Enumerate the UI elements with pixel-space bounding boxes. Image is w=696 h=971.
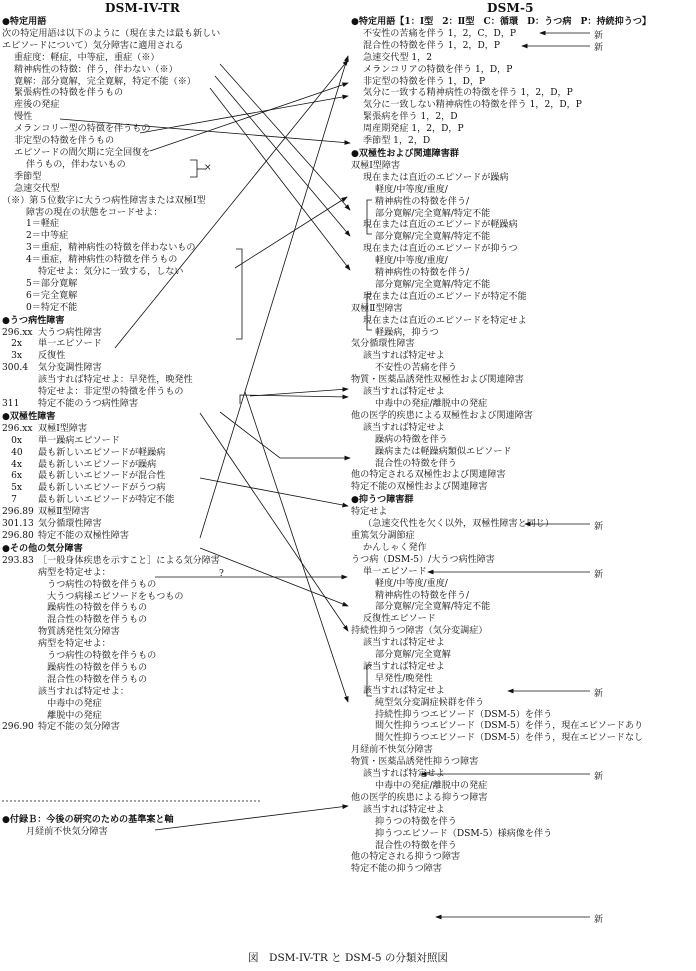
item-text: 非定型の特徴を伴うもの: [14, 136, 115, 147]
item-text: ●抑うつ障害群: [351, 494, 414, 506]
item-text: ［一般身体疾患を示すこと］による気分障害: [38, 555, 220, 566]
item-text: 双極Ⅱ型障害: [351, 303, 403, 314]
item-text: 特定不能の双極性障害: [38, 530, 129, 541]
item-text: かんしゃく発作: [363, 542, 427, 553]
diagnostic-code: 7: [2, 495, 17, 506]
item-text: 最も新しいエピソードが軽躁病: [38, 447, 166, 458]
mapping-arrow: [220, 64, 350, 210]
mapping-arrow: [250, 389, 348, 396]
item-text: 持続性抑うつエピソード（DSM-5）を伴う: [375, 709, 553, 720]
item-text: 重症度：軽症，中等症，重症（※）: [14, 52, 160, 63]
item-text: 気分に一致する精神病性の特徴を伴う 1，2，D，P: [363, 88, 573, 99]
diagnostic-code: 6x: [2, 471, 23, 482]
new-tag: 新: [594, 772, 604, 782]
diagnostic-code: 4x: [2, 459, 23, 470]
diagnostic-code: 300.4: [2, 363, 29, 374]
mapping-arrow: [240, 395, 348, 404]
item-text: 次の特定用語は以下のように（現在または最も新しい: [2, 28, 221, 39]
item-text: 現在または直近のエピソードが抑うつ: [363, 244, 518, 255]
item-text: 軽躁病，抑うつ: [375, 327, 439, 338]
item-text: 双極Ⅱ型障害: [38, 507, 90, 518]
item-text: 精神病性の特徴を伴う/: [375, 196, 470, 207]
item-text: 該当すれば特定せよ: [363, 769, 445, 780]
item-text: 混合性の特徴を伴う: [375, 458, 457, 469]
item-text: 最も新しいエピソードがうつ病: [38, 483, 166, 494]
item-text: ●その他の気分障害: [2, 542, 83, 554]
new-tag: 新: [594, 689, 604, 699]
item-text: 躁病の特徴を伴う: [375, 434, 448, 445]
item-text: 該当すれば特定せよ：早発性，晩発性: [38, 375, 193, 386]
mapping-arrow: [115, 60, 348, 348]
item-text: 部分寛解/完全寛解/特定不能: [375, 279, 491, 290]
item-text: 躁病性の特徴を伴うもの: [38, 603, 148, 614]
item-text: 病型を特定せよ：: [38, 639, 111, 650]
item-text: 混合性の特徴を伴うもの: [38, 615, 148, 626]
item-text: 抑うつエピソード（DSM-5）様病像を伴う: [375, 828, 553, 839]
diagnostic-code: 0x: [2, 435, 23, 446]
item-text: （急速交代性を欠く以外，双極性障害と同じ）: [363, 519, 554, 530]
item-text: うつ病性の特徴を伴うもの: [38, 651, 157, 662]
item-text: 3＝重症，精神病性の特徴を伴わないもの: [26, 243, 196, 254]
item-text: 産後の発症: [14, 100, 60, 111]
item-text: 該当すれば特定せよ: [363, 422, 445, 433]
item-text: 中毒中の発症: [38, 698, 102, 709]
diagnostic-code: 296.80: [2, 530, 34, 541]
new-tag: 新: [594, 915, 604, 925]
item-text: 特定せよ：非定型の特徴を伴うもの: [38, 387, 184, 398]
diagnostic-code: 3x: [2, 351, 23, 362]
new-tag: 新: [594, 31, 604, 41]
figure-caption: 図 DSM-IV-TR と DSM-5 の分類対照図: [248, 952, 448, 964]
item-text: 軽度/中等度/重度/: [375, 184, 448, 195]
item-text: 現在または直近のエピソードを特定せよ: [363, 315, 527, 326]
item-text: 特定せよ: [351, 507, 388, 518]
item-text: 重篤気分調節症: [351, 530, 415, 541]
item-text: 抑うつの特徴を伴う: [375, 816, 457, 827]
item-text: うつ病（DSM-5）/大うつ病性障害: [351, 554, 495, 565]
diagnostic-code: 40: [2, 447, 23, 458]
item-text: 物質・医薬品誘発性抑うつ障害: [351, 757, 479, 768]
mapping-arrow: [200, 56, 348, 538]
item-text: 現在または直近のエピソードが躁病: [363, 172, 509, 183]
item-text: エピソードの間欠期に完全回復を: [14, 147, 151, 158]
mapping-arrow: [210, 88, 350, 270]
item-text: 4＝重症，精神病性の特徴を伴うもの: [26, 255, 178, 266]
item-text: 純型気分変調症候群を伴う: [375, 697, 485, 708]
item-text: 中毒中の発症/離脱中の発症: [375, 781, 488, 791]
item-text: ●付録Ｂ：今後の研究のための基準案と軸: [2, 814, 174, 825]
item-text: 混合性の特徴を伴う: [375, 840, 457, 851]
item-text: うつ病性の特徴を伴うもの: [38, 579, 157, 590]
item-text: 他の医学的疾患による双極性および関連障害: [351, 410, 533, 421]
item-text: 緊張病性の特徴を伴うもの: [14, 88, 124, 99]
bracket: [367, 665, 372, 696]
item-text: 大うつ病様エピソードをもつもの: [38, 591, 184, 602]
item-text: 精神病性の特徴：伴う，伴わない（※）: [14, 64, 178, 75]
mapping-arrow: [200, 478, 348, 506]
question-mark: ?: [219, 569, 224, 579]
item-text: 特定不能の抑うつ障害: [351, 864, 442, 875]
mapping-arrow: [150, 83, 348, 151]
item-text: 0＝特定不能: [26, 302, 78, 313]
item-text: 躁病または軽躁病類似エピソード: [375, 446, 512, 457]
new-tag: 新: [594, 43, 604, 53]
mapping-arrow: [245, 392, 348, 702]
item-text: 軽度/中等度/重度/: [375, 256, 448, 267]
cross-mark: ×: [204, 163, 212, 173]
item-text: 部分寛解/完全寛解/特定不能: [375, 232, 491, 243]
new-tag: 新: [594, 522, 604, 532]
diagnostic-code: 293.83: [2, 555, 34, 566]
item-text: 不安性の苦痛を伴う 1，2，C，D，P: [363, 28, 517, 39]
diagnostic-code: 301.13: [2, 519, 34, 530]
bracket: [236, 249, 242, 339]
item-text: 精神病性の特徴を伴う/: [375, 590, 470, 601]
item-text: ●双極性障害: [2, 410, 56, 422]
item-text: ●特定用語: [2, 16, 47, 27]
item-text: 他の特定される双極性および関連障害: [351, 470, 506, 481]
item-text: 気分に一致しない精神病性の特徴を伴う 1，2，D，P: [363, 100, 582, 111]
dsm-5-header: DSM-5: [487, 1, 534, 15]
item-text: 躁病性の特徴を伴うもの: [38, 662, 148, 673]
item-text: 単一躁病エピソード: [38, 435, 120, 446]
item-text: 反復性エピソード: [363, 614, 436, 625]
diagnostic-code: 5x: [2, 483, 23, 494]
bracket: [190, 160, 197, 177]
item-text: 他の医学的疾患による抑うつ障害: [351, 792, 488, 803]
diagnostic-code: 296.89: [2, 507, 34, 518]
item-text: 寛解：部分寛解，完全寛解，特定不能（※）: [14, 76, 196, 87]
item-text: 季節型: [14, 171, 42, 182]
item-text: 混合性の特徴を伴う 1，2，D，P: [363, 40, 500, 51]
item-text: 双極Ⅰ型障害: [351, 160, 401, 171]
item-text: 急速交代型: [14, 183, 60, 194]
item-text: 伴うもの，伴わないもの: [26, 159, 126, 170]
dsm-iv-tr-header: DSM-IV-TR: [105, 1, 181, 15]
item-text: 緊張病を伴う 1，2，D: [363, 112, 458, 123]
item-text: 中毒中の発症/離脱中の発症: [375, 399, 488, 409]
item-text: （※）第５位数字に大うつ病性障害または双極Ⅰ型: [2, 195, 206, 206]
item-text: 気分循環性障害: [351, 339, 415, 350]
item-text: 該当すれば特定せよ: [363, 351, 445, 362]
item-text: 単一エピソード: [38, 339, 102, 350]
diagnostic-code: 296.90: [2, 722, 34, 733]
item-text: メランコリー型の特徴を伴うもの: [14, 124, 151, 135]
new-tag: 新: [594, 570, 604, 580]
mapping-arrow: [140, 96, 348, 133]
bracket: [367, 200, 372, 234]
item-text: 離脱中の発症: [38, 710, 102, 721]
item-text: 部分寛解/完全寛解: [375, 650, 451, 661]
item-text: 部分寛解/完全寛解/特定不能: [375, 602, 491, 613]
item-text: 特定不能の双極性および関連障害: [351, 482, 488, 493]
item-text: 早発性/晩発性: [375, 673, 433, 684]
item-text: 最も新しいエピソードが躁病: [38, 459, 157, 470]
item-text: 気分循環性障害: [38, 519, 102, 530]
diagnostic-code: 311: [2, 399, 20, 409]
item-text: 現在または直近のエピソードが軽躁病: [363, 220, 518, 231]
diagnostic-code: 296.xx: [2, 423, 33, 434]
mapping-arrow: [235, 197, 347, 268]
item-text: 物質誘発性気分障害: [38, 627, 120, 638]
item-text: 月経前不快気分障害: [351, 745, 433, 756]
item-text: 物質・医薬品誘発性双極性および関連障害: [351, 375, 524, 386]
item-text: 現在または直近のエピソードが特定不能: [363, 291, 527, 302]
mapping-arrow: [60, 119, 350, 143]
item-text: 混合性の特徴を伴うもの: [38, 674, 148, 685]
item-text: 急速交代型 1，2: [363, 52, 433, 63]
item-text: 間欠性抑うつエピソード（DSM-5）を伴う，現在エピソードあり: [375, 721, 644, 732]
item-text: 単一エピソード: [363, 566, 427, 577]
item-text: 最も新しいエピソードが特定不能: [38, 495, 175, 506]
mapping-arrow: [215, 76, 350, 236]
item-text: メランコリアの特徴を伴う 1，D，P: [363, 64, 513, 75]
item-text: 月経前不快気分障害: [26, 826, 108, 837]
item-text: 該当すれば特定せよ: [363, 685, 445, 696]
item-text: 該当すれば特定せよ: [363, 804, 445, 815]
item-text: ●うつ病性障害: [2, 314, 65, 326]
item-text: 季節型 1，2，D: [363, 136, 431, 147]
item-text: 特定せよ：気分に一致する，しない: [38, 267, 184, 278]
item-text: 周産期発症 1，2，D，P: [363, 124, 464, 135]
item-text: 双極Ⅰ型障害: [38, 423, 88, 434]
item-text: 特定不能のうつ病性障害: [38, 399, 139, 409]
diagnostic-code: 2x: [2, 339, 23, 350]
item-text: 不安性の苦痛を伴う: [375, 363, 457, 374]
item-text: 慢性: [14, 112, 33, 123]
item-text: 該当すれば特定せよ: [363, 638, 445, 649]
item-text: ●特定用語【1：Ⅰ型 2：Ⅱ型 C：循環 D：うつ病 P：持続抑うつ】: [351, 16, 652, 27]
item-text: 該当すれば特定せよ：: [38, 686, 129, 697]
item-text: 持続性抑うつ障害（気分変調症）: [351, 626, 488, 637]
item-text: 5＝部分寛解: [26, 278, 78, 289]
mapping-arrow: [200, 413, 348, 631]
item-text: 6＝完全寛解: [26, 290, 78, 301]
item-text: 反復性: [38, 351, 66, 362]
mapping-arrow: [155, 806, 348, 830]
item-text: 1＝軽症: [26, 219, 60, 230]
item-text: 大うつ病性障害: [38, 327, 102, 338]
item-text: 2＝中等症: [26, 231, 69, 242]
mapping-arrow: [220, 412, 350, 458]
item-text: 精神病性の特徴を伴う/: [375, 268, 470, 279]
item-text: 軽度/中等度/重度/: [375, 578, 448, 589]
item-text: 部分寛解/完全寛解/特定不能: [375, 208, 491, 219]
item-text: 障害の現在の状態をコードせよ：: [26, 207, 163, 218]
item-text: エピソードについて）気分障害に適用される: [2, 40, 184, 51]
diagnostic-code: 296.xx: [2, 327, 33, 338]
bracket: [367, 294, 372, 330]
item-text: ●双極性および関連障害群: [351, 147, 459, 159]
item-text: 最も新しいエピソードが混合性: [38, 471, 166, 482]
item-text: 特定不能の気分障害: [38, 722, 120, 733]
item-text: 病型を特定せよ：: [38, 567, 111, 578]
item-text: 気分変調性障害: [38, 363, 102, 374]
item-text: 該当すれば特定せよ: [363, 387, 445, 398]
item-text: 他の特定される抑うつ障害: [351, 852, 461, 863]
item-text: 非定型の特徴を伴う 1，D，P: [363, 76, 486, 87]
item-text: 該当すれば特定せよ: [363, 661, 445, 672]
item-text: 間欠性抑うつエピソード（DSM-5）を伴う，現在エピソードなし: [375, 733, 644, 744]
